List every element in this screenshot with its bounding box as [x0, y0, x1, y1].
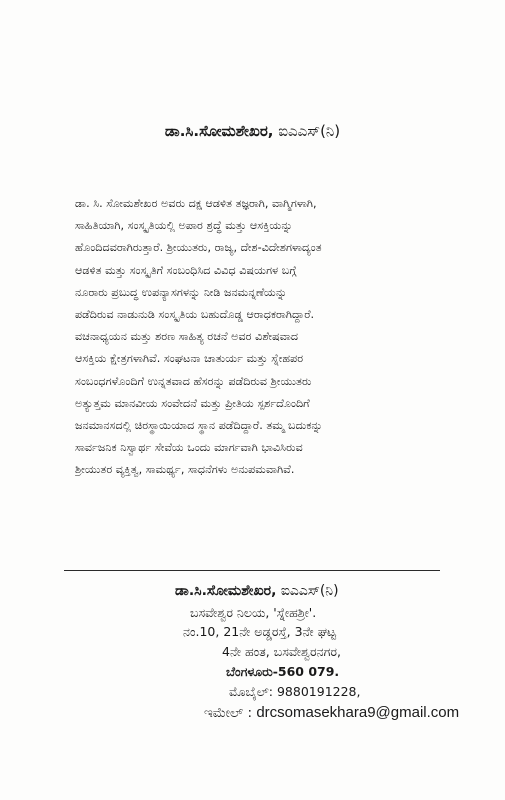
email-label: ಇಮೇಲ್ :	[204, 705, 253, 721]
bio-line: ನೂರಾರು ಪ್ರಬುದ್ಧ ಉಪನ್ಯಾಸಗಳನ್ನು ನೀಡಿ ಜನಮನ್ನಣೆಯನ್ನು	[75, 285, 288, 299]
address-mobile: ಮೊಬೈಲ್: 9880191228,	[229, 684, 361, 699]
bio-line: ಸಂಬಂಧಗಳೊಂದಿಗೆ ಉನ್ನತವಾದ ಹೆಸರನ್ನು ಪಡೆದಿರುವ ಶ್ರೀಯುತರು	[75, 374, 312, 388]
section-divider	[64, 570, 440, 571]
bio-line: ಅತ್ಯುತ್ತಮ ಮಾನವೀಯ ಸಂವೇದನೆ ಮತ್ತು ಪ್ರೀತಿಯ ಸ್ಪರ್ಶದೊಂದಿಗೆ	[75, 396, 310, 410]
author-bio	[75, 193, 445, 482]
address-designation: ಐಎಎಸ್(ನಿ)	[280, 583, 339, 599]
address-street: ನಂ.10, 21ನೇ ಅಡ್ಡರಸ್ತೆ, 3ನೇ ಘಟ್ಟ	[183, 624, 337, 639]
address-name-line	[175, 582, 339, 600]
address-city: ಬೆಂಗಳೂರು-560 079.	[226, 664, 340, 679]
address-name: ಡಾ.ಸಿ.ಸೋಮಶೇಖರ,	[175, 583, 277, 599]
bio-line: ವಚನಾಧ್ಯಯನ ಮತ್ತು ಶರಣ ಸಾಹಿತ್ಯ ರಚನೆ ಅವರ ವಿಶೇಷವಾದ	[75, 330, 299, 344]
bio-line: ಸಾಹಿತಿಯಾಗಿ, ಸಂಸ್ಕೃತಿಯಲ್ಲಿ ಅಪಾರ ಶ್ರದ್ಧೆ ಮತ್ತು ಆಸಕ್ತಿಯನ್ನು	[75, 219, 293, 233]
bio-line: ಶ್ರೀಯುತರ ವ್ಯಕ್ತಿತ್ವ, ಸಾಮರ್ಥ್ಯ, ಸಾಧನೆಗಳು ಅನುಪಮವಾಗಿವೆ.	[75, 463, 295, 477]
author-designation: ಐಎಎಸ್(ನಿ)	[278, 122, 341, 140]
address-residence: ಬಸವೇಶ್ವರ ನಿಲಯ, 'ಸ್ನೇಹಶ್ರೀ'.	[190, 605, 317, 620]
bio-line: ಆಡಳಿತ ಮತ್ತು ಸಂಸ್ಕೃತಿಗೆ ಸಂಬಂಧಿಸಿದ ವಿವಿಧ ವಿಷಯಗಳ ಬಗ್ಗೆ	[75, 263, 297, 277]
address-email-line	[204, 704, 459, 722]
email-address[interactable]: drcsomasekhara9@gmail.com	[256, 704, 460, 721]
address-area: 4ನೇ ಹಂತ, ಬಸವೇಶ್ವರನಗರ,	[222, 644, 341, 659]
bio-line: ಪಡೆದಿರುವ ನಾಡುನುಡಿ ಸಂಸ್ಕೃತಿಯ ಬಹುದೊಡ್ಡ ಆರಾಧಕರಾಗಿದ್ದಾರೆ.	[75, 308, 315, 322]
author-name: ಡಾ.ಸಿ.ಸೋಮಶೇಖರ,	[164, 122, 274, 140]
bio-line: ಸಾರ್ವಜನಿಕ ನಿಸ್ವಾರ್ಥ ಸೇವೆಯ ಒಂದು ಮಾರ್ಗವಾಗಿ ಭಾವಿಸಿರುವ	[75, 441, 303, 455]
page-title	[0, 121, 505, 141]
bio-line: ಜನಮಾನಸದಲ್ಲಿ ಚಿರಸ್ಥಾಯಿಯಾದ ಸ್ಥಾನ ಪಡೆದಿದ್ದಾರೆ. ತಮ್ಮ ಬದುಕನ್ನು	[75, 419, 323, 433]
bio-line: ಡಾ. ಸಿ. ಸೋಮಶೇಖರ ಅವರು ದಕ್ಷ ಆಡಳಿತ ತಜ್ಞರಾಗಿ, ವಾಗ್ಮಿಗಳಾಗಿ,	[75, 197, 317, 210]
bio-line: ಆಸಕ್ತಿಯ ಕ್ಷೇತ್ರಗಳಾಗಿವೆ. ಸಂಘಟನಾ ಚಾತುರ್ಯ ಮತ್ತು ಸ್ನೇಹಪರ	[75, 352, 304, 366]
bio-line: ಹೊಂದಿದವರಾಗಿರುತ್ತಾರೆ. ಶ್ರೀಯುತರು, ರಾಜ್ಯ, ದೇಶ-ವಿದೇಶಗಳಾದ್ಯಂತ	[75, 241, 322, 255]
